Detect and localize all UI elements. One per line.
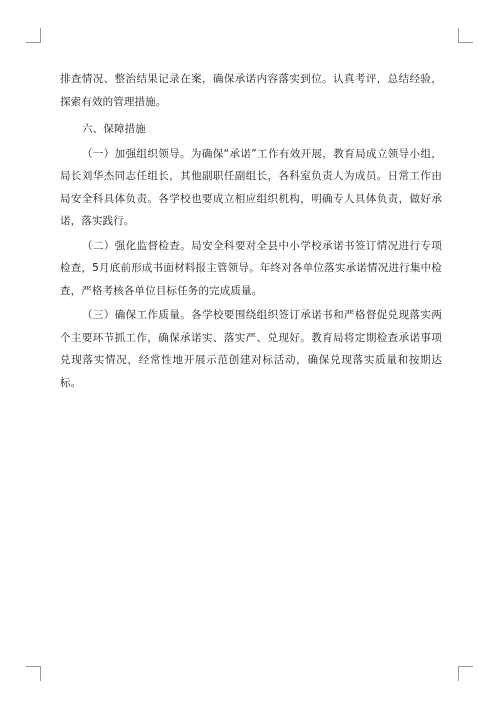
- crop-mark-bottom-left: [26, 666, 41, 681]
- paragraph-work-quality: （三）确保工作质量。各学校要围绕组织签订承诺书和严格督促兑现落实两个主要环节抓工作，确保承诺实、落实严、兑现好。教育局将定期检查承诺事项兑现落实情况，经常性地开展示范创建对标活动，确保兑现落实质量和按期达标。: [60, 309, 442, 389]
- paragraph-organizational-leadership: （一）加强组织领导。为确保“承诺”工作有效开展，教育局成立领导小组，局长刘华杰同志任组长，其他副职任副组长，各科室负责人为成员。日常工作由局安全科具体负责。各学校也要成立相应组织机构，明确专人具体负责，做好承诺，落实践行。: [60, 147, 442, 227]
- section-heading-safeguards: 六、保障措施: [82, 123, 146, 135]
- paragraph-supervision-inspection: （二）强化监督检查。局安全科要对全县中小学校承诺书签订情况进行专项检查，5月底前形成书面材料报主管领导。年终对各单位落实承诺情况进行集中检查，严格考核各单位目标任务的完成质量。: [60, 239, 442, 297]
- crop-mark-top-right: [458, 28, 473, 43]
- crop-mark-bottom-right: [458, 666, 473, 681]
- crop-mark-top-left: [26, 28, 41, 43]
- document-body: [60, 68, 442, 394]
- paragraph-continuation: 排查情况、整治结果记录在案，确保承诺内容落实到位。认真考评，总结经验，探索有效的管理措施。: [60, 73, 442, 108]
